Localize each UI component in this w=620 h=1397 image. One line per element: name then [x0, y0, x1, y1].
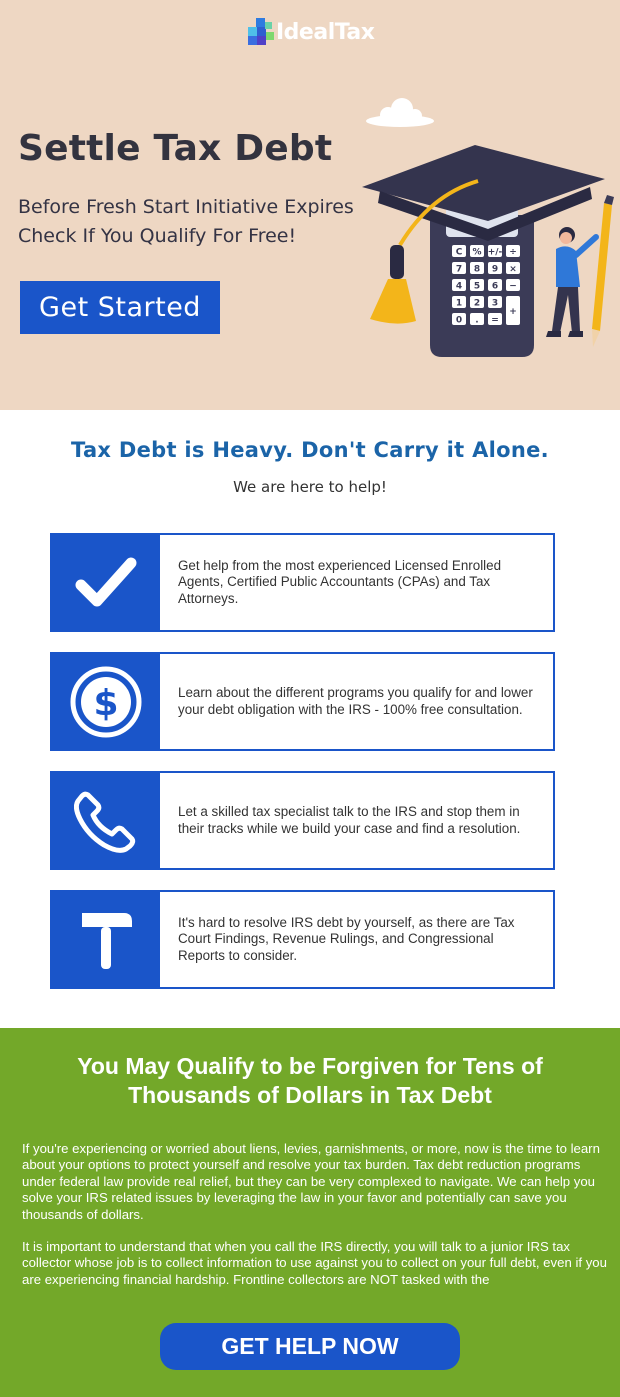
calculator-key-label: × — [509, 264, 517, 275]
hero-subtitle-line2: Check If You Qualify For Free! — [18, 225, 297, 247]
calculator-key-label: 0 — [455, 315, 463, 326]
feature-card-programs — [50, 652, 555, 751]
calculator-key-label: 8 — [473, 264, 481, 275]
intro-title: Tax Debt is Heavy. Don't Carry it Alone. — [71, 438, 549, 462]
calculator-key-label: 2 — [473, 298, 481, 309]
svg-text:$: $ — [93, 682, 119, 724]
brand-logo[interactable] — [248, 17, 374, 47]
phone-icon — [74, 789, 138, 853]
calculator-key-label: 1 — [455, 298, 463, 309]
get-help-now-button[interactable]: GET HELP NOW — [160, 1323, 460, 1370]
feature-card-experts — [50, 533, 555, 632]
dollar-coin-icon — [68, 664, 144, 740]
calculator-key-label: % — [472, 247, 482, 258]
calculator-key-label: 9 — [491, 264, 499, 275]
calculator-key-label: 3 — [491, 298, 499, 309]
logo-mark-icon — [248, 18, 274, 46]
hammer-icon — [76, 907, 136, 973]
feature-text: It's hard to resolve IRS debt by yourself, as there are Tax Court Findings, Revenue Rulings, and Congressional Reports to consider. — [178, 914, 515, 963]
calculator-key-label: +/- — [487, 247, 503, 258]
feature-card-specialist — [50, 771, 555, 870]
forgiveness-paragraph: It is important to understand that when you call the IRS directly, you will talk to a junior IRS tax collector whose job is to collect information to use against you to collect on your full debt, even if you are experiencing financial hardship. Frontline collectors are NOT tasked with the — [22, 1239, 607, 1287]
intro-subtitle: We are here to help! — [233, 478, 387, 496]
graduation-calculator-illustration — [360, 95, 618, 365]
forgiveness-paragraph: If you're experiencing or worried about liens, levies, garnishments, or more, now is the time to learn about your options to protect yourself and resolve your tax burden. Tax debt reduction programs under federal law provide real relief, but they can be very complexed to navigate. We can help you solve your IRS related issues by leveraging the law in your favor and potentially can save you thousands of dollars. — [22, 1141, 600, 1222]
forgiveness-body — [22, 1141, 607, 1304]
forgiveness-title: You May Qualify to be Forgiven for Tens of Thousands of Dollars in Tax Debt — [77, 1053, 543, 1108]
calculator-key-label: C — [455, 247, 463, 258]
hero-subtitle — [18, 193, 388, 251]
checkmark-icon — [71, 553, 141, 613]
calculator-key-label: − — [509, 281, 517, 292]
pencil-icon — [592, 195, 614, 347]
logo-text: IdealTax — [276, 19, 375, 45]
calculator-key-label: + — [509, 307, 517, 317]
feature-text: Get help from the most experienced Licensed Enrolled Agents, Certified Public Accountants (CPAs) and Tax Attorneys. — [178, 557, 502, 606]
hero-subtitle-line1: Before Fresh Start Initiative Expires — [18, 196, 354, 218]
calculator-key-label: 6 — [491, 281, 499, 292]
forgiveness-section — [0, 1028, 620, 1397]
person-figure — [546, 227, 596, 337]
hero-title: Settle Tax Debt — [18, 128, 333, 169]
hero-banner — [0, 0, 620, 410]
feature-text: Let a skilled tax specialist talk to the IRS and stop them in their tracks while we build your case and find a resolution. — [178, 804, 521, 836]
get-started-button[interactable]: Get Started — [20, 281, 220, 334]
cloud-icon — [366, 98, 434, 127]
calculator-key-label: 4 — [455, 281, 463, 292]
calculator-key-label: 7 — [455, 264, 463, 275]
feature-card-law — [50, 890, 555, 989]
calculator-key-label: 5 — [473, 281, 481, 292]
feature-text: Learn about the different programs you qualify for and lower your debt obligation with the IRS - 100% free consultation. — [178, 685, 533, 717]
calculator-key-label: ÷ — [509, 247, 517, 258]
calculator-key-label: . — [475, 315, 479, 326]
calculator-key-label: = — [491, 315, 499, 326]
